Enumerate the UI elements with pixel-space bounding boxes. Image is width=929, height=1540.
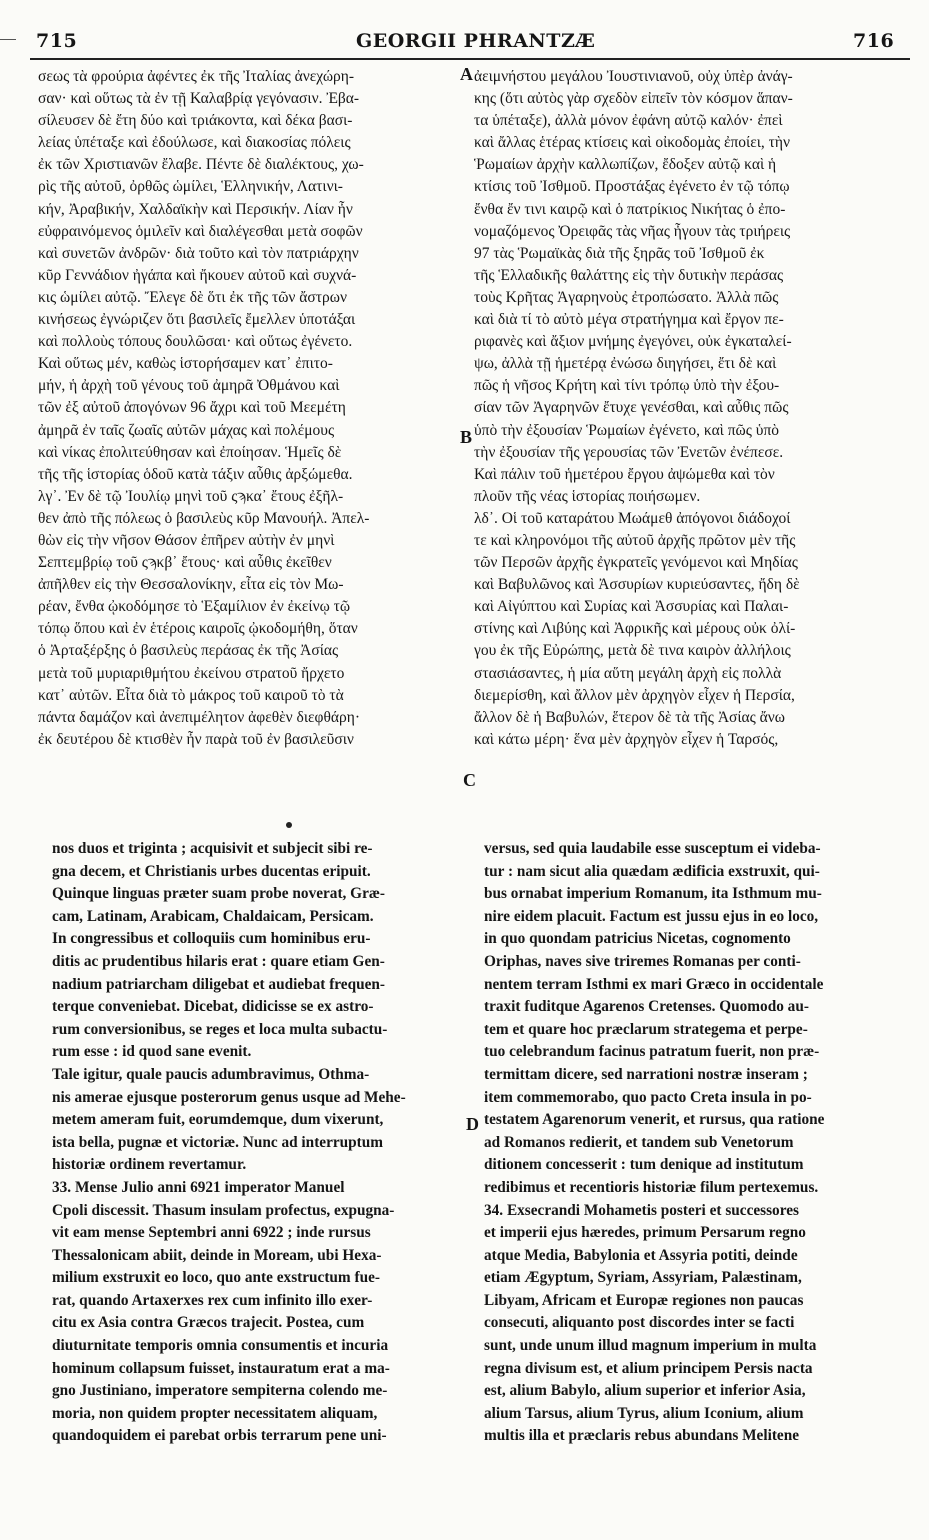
greek-left-line: ἐκ δευτέρου δὲ κτισθὲν ἦν παρὰ τοῦ ἐν βασιλεῦσιν <box>38 730 354 748</box>
latin-right-line: termittam dicere, sed narrationi nostræ inseram ; <box>484 1065 808 1083</box>
greek-left-line: μήν, ἡ ἀρχὴ τοῦ γένους τοῦ ἀμηρᾶ Ὀθμάνου καὶ <box>38 377 340 395</box>
latin-right-line: nire eidem placuit. Factum est jussu ejus in eo loco, <box>484 907 819 925</box>
header-rule <box>30 58 910 60</box>
latin-left-line: historiæ ordinem revertamur. <box>52 1156 247 1174</box>
greek-left-line: σίλευσεν δὲ ἔτη δύο καὶ τριάκοντα, καὶ δέκα βασι- <box>38 112 353 130</box>
latin-right-line: consecuti, aliquanto post discordes inter se facti <box>484 1314 795 1332</box>
greek-left-line: ἀπῆλθεν εἰς τὴν Θεσσαλονίκην, εἶτα εἰς τὸν Μω- <box>38 576 344 594</box>
greek-right-line: τε καὶ κληρονόμοι τῆς αὐτοῦ ἀρχῆς πρῶτον μὲν τῆς <box>474 531 796 549</box>
margin-marker-d: D <box>466 1114 479 1134</box>
greek-left-line: θὼν εἰς τὴν νῆσον Θάσον ἐπῆρεν αὐτὴν ἐν μηνὶ <box>38 531 335 549</box>
latin-right-line: Libyam, Africam et Europæ regiones non paucas <box>484 1291 804 1309</box>
greek-column-left <box>38 66 463 751</box>
greek-right-line: 97 τὰς Ῥωμαϊκὰς διὰ τῆς ξηρᾶς τοῦ Ἰσθμοῦ ἐκ <box>474 244 765 262</box>
latin-right-line: nentem terram Isthmi ex mari Græco in occidentale <box>484 975 824 993</box>
latin-left-line: Cpoli discessit. Thasum insulam profectus, expugna- <box>52 1201 395 1219</box>
greek-left-line: θεν ἀπὸ τῆς πόλεως ὁ βασιλεὺς κῦρ Μανουήλ. Ἀπελ- <box>38 509 370 527</box>
latin-right-line: tur : nam sicut alia quædam ædificia exstruxit, qui- <box>484 862 820 880</box>
page-number-right: 716 <box>853 30 895 52</box>
greek-left-line: ἐκ τῶν Χριστιανῶν ἔλαβε. Πέντε δὲ διαλέκτους, χω- <box>38 156 364 174</box>
latin-right-line: alium Tarsus, alium Tyrus, alium Iconium, alium <box>484 1404 804 1422</box>
latin-right-line: Oriphas, naves sive triremes Romanas per conti- <box>484 952 801 970</box>
greek-left-line: πάντα δαμάζον καὶ ἀνεπιμέλητον ἀφεθὲν διεφθάρη· <box>38 708 361 726</box>
greek-left-line: κῦρ Γεννάδιον ἠγάπα καὶ ἤκουεν αὐτοῦ καὶ συχνά- <box>38 266 357 284</box>
latin-left-line: milium exstruxit eo loco, quo ante exstructum fue- <box>52 1269 380 1287</box>
latin-right-line: sunt, unde unum illud magnum imperium in multa <box>484 1337 817 1355</box>
greek-left-line: τόπῳ ὅπου καὶ ἐν ἑτέροις καιροῖς ᾠκοδομήθη, ὅταν <box>38 620 358 638</box>
latin-right-line: testatem Agarenorum venerit, et rursus, qua ratione <box>484 1111 825 1129</box>
greek-left-line: καὶ νίκας ἐπολιτεύθησαν καὶ ἐποίησαν. Ἡμεῖς δὲ <box>38 443 342 461</box>
greek-left-line: Καὶ οὕτως μέν, καθὼς ἱστορήσαμεν κατ᾽ ἐπιτο- <box>38 355 333 373</box>
greek-left-line: κήν, Ἀραβικήν, Χαλδαϊκὴν καὶ Περσικήν. Λίαν ἦν <box>38 200 353 218</box>
greek-right-line: στίνης καὶ Λιβύης καὶ Ἀφρικῆς καὶ μέρους οὐκ ὀλί- <box>474 620 796 638</box>
greek-left-line: ὁ Ἀρταξέρξης ὁ βασιλεὺς περάσας ἐκ τῆς Ἀσίας <box>38 642 339 660</box>
greek-column-right <box>474 66 904 751</box>
page-number-left: 715 <box>36 30 78 52</box>
latin-left-line: rum conversionibus, se reges et loca multa subactu- <box>52 1020 388 1038</box>
greek-right-line: διεμερίσθη, καὶ ἄλλον μὲν ἀρχηγὸν εἶχεν ἡ Περσία, <box>474 686 795 704</box>
running-title: GEORGII PHRANTZÆ <box>356 30 596 52</box>
greek-right-line: Καὶ πάλιν τοῦ ἡμετέρου ἔργου ἀψώμεθα καὶ τὸν <box>474 465 775 483</box>
latin-right-line: regna divisum est, et alium principem Persis nacta <box>484 1359 813 1377</box>
latin-right-line: 34. Exsecrandi Mohametis posteri et successores <box>484 1201 799 1219</box>
latin-right-line: tuo celebrandum facinus patratum fuerit, non præ- <box>484 1043 820 1061</box>
latin-column-right <box>484 838 904 1448</box>
latin-left-line: In congressibus et colloquiis cum hominibus eru- <box>52 930 371 948</box>
latin-right-line: bus ornabat imperium Romanum, ita Isthmum mu- <box>484 885 822 903</box>
latin-left-line: quandoquidem ei parebat orbis terrarum pene uni- <box>52 1427 387 1445</box>
greek-left-line: σαν· καὶ οὕτως τὰ ἐν τῇ Καλαβρίᾳ γεγόνασιν. Ἐβα- <box>38 90 360 108</box>
greek-right-line: πλοῦν τῆς νέας ἱστορίας ποιήσωμεν. <box>474 487 701 505</box>
latin-left-line: terque conveniebat. Dicebat, didicisse se ex astro- <box>52 998 374 1016</box>
latin-left-line: rat, quando Artaxerxes rex cum infinito illo exer- <box>52 1291 373 1309</box>
greek-left-line: κινήσεως ἐγνώριζεν ὅτι βασιλεῖς ἔμελλεν ὑποτάξαι <box>38 311 356 329</box>
greek-right-line: καὶ Αἰγύπτου καὶ Συρίας καὶ Ἀσσυρίας καὶ Παλαι- <box>474 598 789 616</box>
greek-right-line: σίαν τῶν Ἀγαρηνῶν ἔτυχε γενέσθαι, καὶ αὖθις πῶς <box>474 399 789 417</box>
greek-right-line: πῶς ἡ νῆσος Κρήτη καὶ τίνι τρόπῳ ὑπὸ τὴν ἐξου- <box>474 377 780 395</box>
latin-left-line: nos duos et triginta ; acquisivit et subjecit sibi re- <box>52 840 373 857</box>
latin-left-line: Quinque linguas præter suam probe noverat, Græ- <box>52 885 386 903</box>
latin-right-line: tem et quare hoc præclarum strategema et perpe- <box>484 1020 808 1038</box>
greek-right-line: κης (ὅτι αὐτὸς γὰρ σχεδὸν εἰπεῖν τὸν κόσμον ἅπαν- <box>474 90 793 108</box>
greek-right-line: ριφανὲς καὶ ἄξιον μνήμης ἐγεγόνει, οὐκ ἐγκαταλεί- <box>474 333 792 351</box>
greek-left-line: καὶ πολλοὺς τόπους δουλῶσαι· καὶ οὕτως ἐγένετο. <box>38 333 353 351</box>
margin-marker-b: B <box>460 427 473 447</box>
greek-right-line: λδ᾽. Οἱ τοῦ καταράτου Μωάμεθ ἀπόγονοι διάδοχοί <box>474 509 791 527</box>
greek-right-line: τοὺς Κρῆτας Ἀγαρηνοὺς ἐτροπώσατο. Ἀλλὰ πῶς <box>474 288 779 306</box>
latin-right-line: redibimus et recentioris historiæ filum pertexemus. <box>484 1178 819 1196</box>
latin-left-line: 33. Mense Julio anni 6921 imperator Manuel <box>52 1178 345 1196</box>
latin-right-line: etiam Ægyptum, Syriam, Assyriam, Palæstinam, <box>484 1269 802 1287</box>
greek-right-line: Ῥωμαίων ἀρχὴν καλλωπίζων, ἔδοξεν αὐτῷ καὶ ἡ <box>474 156 777 174</box>
latin-left-line: ista bella, pugnæ et victoriæ. Nunc ad interruptum <box>52 1133 384 1151</box>
greek-left-line: καὶ συνετῶν ἀνδρῶν· διὰ τοῦτο καὶ τὸν πατριάρχην <box>38 244 359 262</box>
greek-left-line: ρέαν, ἔνθα ᾠκοδόμησε τὸ Ἑξαμίλιον ἐν ἐκείνῳ τῷ <box>38 598 351 616</box>
greek-left-line: τῶν ἐξ αὐτοῦ ἀπογόνων 96 ἄχρι καὶ τοῦ Μεεμέτη <box>38 399 346 417</box>
latin-left-line: Thessalonicam abiit, deinde in Moream, ubi Hexa- <box>52 1246 382 1264</box>
latin-left-line: moria, non quidem propter necessitatem aliquam, <box>52 1404 378 1422</box>
greek-right-line: τῆς Ἑλλαδικῆς θαλάττης εἰς τὴν δυτικὴν περάσας <box>474 266 784 284</box>
greek-right-line: γου ἐκ τῆς Εὐρώπης, μετὰ δὲ τινα καιρὸν ἀλλήλοις <box>474 642 791 660</box>
greek-left-line: τῆς τῆς ἱστορίας ὁδοῦ κατὰ τάξιν αὖθις ἀρξώμεθα. <box>38 465 353 483</box>
latin-left-line: nis amerae ejusque posterorum genus usque ad Mehe- <box>52 1088 406 1106</box>
latin-right-line: item commemorabo, quo pacto Creta insula in po- <box>484 1088 812 1106</box>
latin-left-line: gna decem, et Christianis urbes ducentas eripuit. <box>52 862 371 880</box>
latin-right-line: ditionem concesserit : tum denique ad institutum <box>484 1156 804 1174</box>
latin-right-line: et imperii ejus hæredes, primum Persarum regno <box>484 1224 806 1242</box>
greek-right-line: ἔνθα ἔν τινι καιρῷ καὶ ὁ πατρίκιος Νικήτας ὁ ἐπο- <box>474 200 786 218</box>
greek-right-line: στασιάσαντες, ἡ μία αὕτη μεγάλη ἀρχὴ εἰς πολλὰ <box>474 664 782 682</box>
greek-right-line: τὴν ἐξουσίαν τῆς γερουσίας τῶν Ἐνετῶν ἐνέπεσε. <box>474 443 784 461</box>
greek-left-line: κατ᾽ αὐτῶν. Εἶτα διὰ τὸ μάκρος τοῦ καιροῦ τὸ τὰ <box>38 686 344 704</box>
latin-left-line: vit eam mense Septembri anni 6922 ; inde rursus <box>52 1224 371 1242</box>
latin-left-line: gno Justiniano, imperatore sempiterna colendo me- <box>52 1382 388 1400</box>
greek-right-line: καὶ διὰ τί τὸ αὐτὸ μέγα στρατήγημα καὶ ἔργον πε- <box>474 311 784 329</box>
page-edge-mark <box>0 39 16 40</box>
greek-left-line: λείας ὑπέταξε καὶ ἐδούλωσε, καὶ διακοσίας πόλεις <box>38 134 351 152</box>
latin-right-line: atque Media, Babylonia et Assyria potiti, deinde <box>484 1246 798 1264</box>
latin-left-line: cam, Latinam, Arabicam, Chaldaicam, Persicam. <box>52 907 374 925</box>
latin-right-line: traxit fuditque Agarenos Cretenses. Quomodo au- <box>484 998 809 1016</box>
greek-right-line: ψω, ἀλλὰ τῇ ἡμετέρᾳ ἐνώσω διηγήσει, ἔτι δὲ καὶ <box>474 355 777 373</box>
latin-left-line: metem ameram fuit, eorumdemque, dum vixerunt, <box>52 1111 384 1129</box>
latin-right-line: versus, sed quia laudabile esse susceptum ei videba- <box>484 840 821 857</box>
greek-left-line: μετὰ τοῦ μυριαριθμήτου ἐκείνου στρατοῦ ἤρχετο <box>38 664 345 682</box>
latin-right-line: est, alium Babylo, alium superior et inferior Asia, <box>484 1382 806 1400</box>
separator-dot <box>286 822 292 828</box>
greek-left-line: ἀμηρᾶ ἐν ταῖς ζωαῖς αὐτῶν μάχας καὶ πολέμους <box>38 421 335 439</box>
greek-right-line: ἀειμνήστου μεγάλου Ἰουστινιανοῦ, οὐχ ὑπὲρ ἀνάγ- <box>474 68 793 85</box>
greek-right-line: καὶ ἄλλας ἑτέρας κτίσεις καὶ οἰκοδομὰς ἐποίει, τὴν <box>474 134 791 152</box>
latin-left-line: Tale igitur, quale paucis adumbravimus, Othma- <box>52 1065 370 1083</box>
greek-left-line: σεως τὰ φρούρια ἀφέντες ἐκ τῆς Ἰταλίας ἀνεχώρη- <box>38 68 355 85</box>
greek-right-line: καὶ κάτω μέρη· ἕνα μὲν ἀρχηγὸν εἶχεν ἡ Ταρσός, <box>474 730 779 748</box>
greek-left-line: Σεπτεμβρίῳ τοῦ ςϡκβ᾽ ἔτους· καὶ αὖθις ἐκεῖθεν <box>38 554 332 572</box>
latin-left-line: nadium patriarcham diligebat et audiebat frequen- <box>52 975 386 993</box>
latin-left-line: hominum collapsum fuisset, instauratum erat a ma- <box>52 1359 390 1377</box>
greek-left-line: ρὶς τῆς αὐτοῦ, ὀρθῶς ὡμίλει, Ἑλληνικήν, Λατινι- <box>38 178 343 196</box>
latin-left-line: ditis ac prudentibus hilaris erat : quare etiam Gen- <box>52 952 385 970</box>
greek-left-line: λγ᾽. Ἐν δὲ τῷ Ἰουλίῳ μηνὶ τοῦ ςϡκα᾽ ἔτους ἐξῆλ- <box>38 487 344 505</box>
greek-right-line: νομαζόμενος Ὀρειφᾶς τὰς νῆας ἦγουν τὰς τριήρεις <box>474 222 791 240</box>
margin-marker-a: A <box>460 64 473 84</box>
greek-left-line: κις ὡμίλει αὐτῷ. Ἔλεγε δὲ ὅτι ἐκ τῆς τῶν ἄστρων <box>38 288 347 306</box>
greek-right-line: ἄλλον δὲ ἡ Βαβυλών, ἕτερον δὲ τὰ τῆς Ἀσίας ἄνω <box>474 708 786 726</box>
latin-right-line: ad Romanos redierit, et tandem sub Venetorum <box>484 1133 794 1151</box>
margin-marker-c: C <box>463 770 476 790</box>
latin-left-line: rum esse : id quod sane evenit. <box>52 1043 252 1061</box>
latin-column-left <box>52 838 464 1448</box>
latin-right-line: multis illa et præclaris rebus abundans Melitene <box>484 1427 800 1445</box>
greek-right-line: κτίσις τοῦ Ἰσθμοῦ. Προστάξας ἐγένετο ἐν τῷ τόπῳ <box>474 178 790 196</box>
greek-left-line: εὐφραινόμενος ὁμιλεῖν καὶ διαλέγεσθαι μετὰ σοφῶν <box>38 222 363 240</box>
latin-right-line: in quo quondam patricius Nicetas, cognomento <box>484 930 791 948</box>
greek-right-line: τῶν Περσῶν ἀρχῆς ἐγκρατεῖς γενόμενοι καὶ Μηδίας <box>474 554 798 572</box>
greek-right-line: ὑπὸ τὴν ἐξουσίαν Ῥωμαίων ἐγένετο, καὶ πῶς ὑπὸ <box>474 421 780 439</box>
latin-left-line: citu ex Asia contra Græcos trajecit. Postea, cum <box>52 1314 365 1332</box>
greek-right-line: καὶ Βαβυλῶνος καὶ Ἀσσυρίων κυριεύσαντες, ἤδη δὲ <box>474 576 800 594</box>
latin-left-line: diuturnitate temporis omnia consumentis et incuria <box>52 1337 389 1355</box>
greek-right-line: τα ὑπέταξε), ἀλλὰ μόνον ἐφάνη αὐτῷ καλόν· ἐπεὶ <box>474 112 783 130</box>
